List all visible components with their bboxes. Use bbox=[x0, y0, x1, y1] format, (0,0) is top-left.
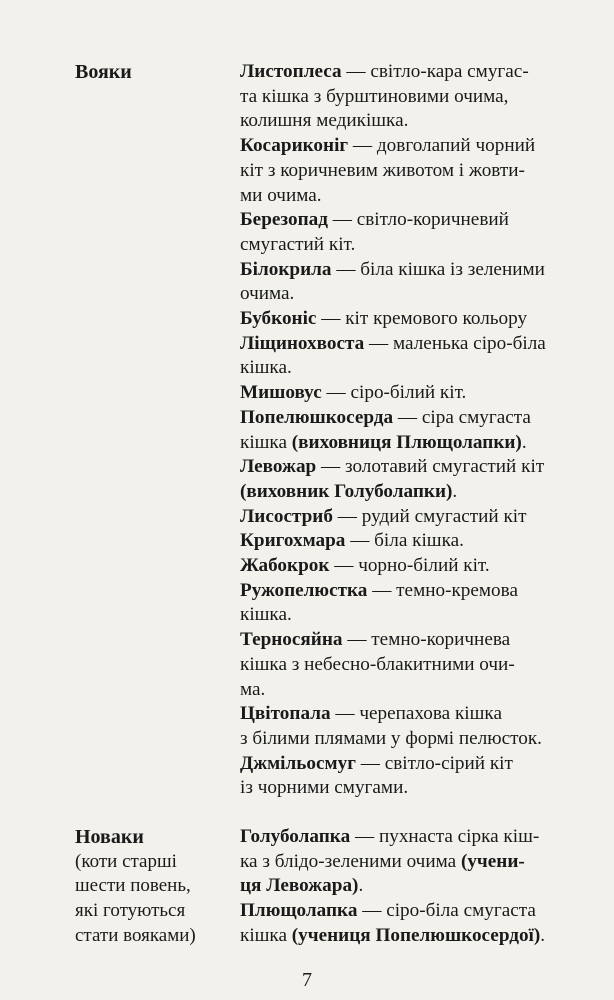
bold-text: Ліщинохвоста bbox=[240, 332, 365, 354]
entry-line bbox=[240, 776, 580, 801]
entry-line bbox=[240, 899, 580, 924]
text-run: — маленька сіро-біла bbox=[364, 332, 546, 354]
text-run: із чорними смугами. bbox=[240, 777, 409, 799]
entry-line bbox=[240, 924, 580, 949]
cat-entry bbox=[240, 406, 580, 455]
text-run: — сіро-біла смугаста bbox=[357, 900, 536, 922]
section-heading-column bbox=[75, 825, 235, 949]
cat-entry bbox=[240, 628, 580, 702]
text-run: . bbox=[452, 480, 458, 502]
section-note-line: стати вояками) bbox=[75, 924, 196, 946]
cat-entry bbox=[240, 208, 580, 257]
cat-entry bbox=[240, 752, 580, 801]
entries-list bbox=[240, 825, 580, 949]
bold-text: Ружопелюстка bbox=[240, 579, 368, 601]
cat-entry bbox=[240, 60, 580, 134]
text-run: ка з блідо-зеленими очима bbox=[240, 850, 461, 872]
page-number: 7 bbox=[302, 969, 312, 991]
entry-line bbox=[240, 258, 580, 283]
text-run: ма. bbox=[240, 678, 266, 700]
text-run: — темно-кремова bbox=[367, 579, 518, 601]
entry-line bbox=[240, 505, 580, 530]
entry-line bbox=[240, 579, 580, 604]
entry-line bbox=[240, 874, 580, 899]
section-note-line: які готуються bbox=[75, 900, 186, 922]
bold-text: Бубконіс bbox=[240, 308, 317, 330]
entry-line bbox=[240, 159, 580, 184]
section-heading: Новаки bbox=[75, 826, 144, 848]
entry-line bbox=[240, 381, 580, 406]
bold-text: Лисостриб bbox=[240, 505, 333, 527]
section-heading: Вояки bbox=[75, 61, 132, 83]
entry-line bbox=[240, 184, 580, 209]
bold-text: Цвітопала bbox=[240, 703, 331, 725]
text-run: . bbox=[358, 875, 364, 897]
cat-entry bbox=[240, 332, 580, 381]
entry-line bbox=[240, 603, 580, 628]
text-run: кіт з коричневим животом і жовти- bbox=[240, 159, 525, 181]
entry-line bbox=[240, 702, 580, 727]
text-run: . bbox=[521, 431, 527, 453]
bold-text: (учениця Попелюшкосердої) bbox=[291, 924, 541, 946]
bold-text: Кригохмара bbox=[240, 530, 346, 552]
entry-line bbox=[240, 752, 580, 777]
entry-line bbox=[240, 727, 580, 752]
text-run: смугастий кіт. bbox=[240, 233, 356, 255]
entry-line bbox=[240, 208, 580, 233]
bold-text: Голуболапка bbox=[240, 826, 351, 847]
cat-entry bbox=[240, 579, 580, 628]
entry-line bbox=[240, 60, 580, 85]
text-run: — біла кішка із зеленими bbox=[331, 258, 545, 280]
text-run: — черепахова кішка bbox=[330, 703, 502, 725]
text-run: . bbox=[540, 924, 546, 946]
entry-line bbox=[240, 628, 580, 653]
text-run: — сіра смугаста bbox=[393, 406, 531, 428]
bold-text: Мишовус bbox=[240, 382, 322, 404]
bold-text: Березопад bbox=[240, 209, 328, 231]
entry-line bbox=[240, 109, 580, 134]
bold-text: ця Левожара) bbox=[240, 875, 359, 897]
section-note-line: шести повень, bbox=[75, 875, 191, 897]
text-run: — сіро-білий кіт. bbox=[321, 382, 467, 404]
cat-entry bbox=[240, 505, 580, 530]
cat-entry bbox=[240, 702, 580, 751]
entry-line bbox=[240, 455, 580, 480]
bold-text: Білокрила bbox=[240, 258, 332, 280]
entries-list bbox=[240, 60, 580, 801]
entry-line bbox=[240, 653, 580, 678]
entry-line bbox=[240, 825, 580, 850]
text-run: кішка bbox=[240, 924, 292, 946]
bold-text: Терносяйна bbox=[240, 629, 343, 651]
entry-line bbox=[240, 850, 580, 875]
bold-text: Косариконіг bbox=[240, 135, 349, 157]
text-run: та кішка з бурштиновими очима, bbox=[240, 85, 509, 107]
text-run: — довголапий чорний bbox=[348, 135, 536, 157]
text-run: — рудий смугастий кіт bbox=[332, 505, 527, 527]
text-run: — кіт кремового кольору bbox=[316, 308, 528, 330]
text-run: ми очима. bbox=[240, 184, 322, 206]
text-run: — світло-сірий кіт bbox=[355, 752, 513, 774]
bold-text: Жабокрок bbox=[240, 555, 330, 577]
cat-entry bbox=[240, 825, 580, 899]
bold-text: (виховниця Плющолапки) bbox=[291, 431, 522, 453]
text-run: — біла кішка. bbox=[345, 530, 464, 552]
entry-line bbox=[240, 233, 580, 258]
bold-text: Плющолапка bbox=[240, 900, 358, 922]
text-run: — золотавий смугастий кіт bbox=[316, 456, 545, 478]
cat-entry bbox=[240, 529, 580, 554]
cat-entry bbox=[240, 899, 580, 948]
cat-entry bbox=[240, 307, 580, 332]
entry-line bbox=[240, 307, 580, 332]
text-run: очима. bbox=[240, 283, 295, 305]
cat-entry bbox=[240, 455, 580, 504]
bold-text: Попелюшкосерда bbox=[240, 406, 394, 428]
entry-line bbox=[240, 554, 580, 579]
entry-line bbox=[240, 431, 580, 456]
bold-text: (виховник Голуболапки) bbox=[240, 480, 453, 502]
bold-text: Листоплеса bbox=[240, 61, 342, 82]
cat-entry bbox=[240, 258, 580, 307]
entry-line bbox=[240, 356, 580, 381]
text-run: — світло-кара смугас- bbox=[341, 61, 529, 82]
entry-line bbox=[240, 678, 580, 703]
entry-line bbox=[240, 134, 580, 159]
bold-text: Джмільосмуг bbox=[240, 752, 356, 774]
text-run: колишня медикішка. bbox=[240, 110, 409, 132]
entry-line bbox=[240, 480, 580, 505]
entry-line bbox=[240, 529, 580, 554]
section-note-line: (коти старші bbox=[75, 850, 177, 872]
text-run: кішка bbox=[240, 431, 292, 453]
text-run: кішка з небесно-блакитними очи- bbox=[240, 653, 515, 675]
cat-entry bbox=[240, 554, 580, 579]
entry-line bbox=[240, 282, 580, 307]
cat-entry bbox=[240, 134, 580, 208]
bold-text: (учени- bbox=[460, 850, 525, 872]
text-run: з білими плямами у формі пелюсток. bbox=[240, 727, 542, 749]
entry-line bbox=[240, 332, 580, 357]
entry-line bbox=[240, 85, 580, 110]
text-run: — чорно-білий кіт. bbox=[329, 555, 490, 577]
entry-line bbox=[240, 406, 580, 431]
text-run: кішка. bbox=[240, 604, 292, 626]
cat-entry bbox=[240, 381, 580, 406]
text-run: — темно-коричнева bbox=[342, 629, 511, 651]
bold-text: Левожар bbox=[240, 456, 317, 478]
text-run: — пухнаста сірка кіш- bbox=[350, 826, 540, 847]
text-run: кішка. bbox=[240, 357, 292, 379]
section-heading-column bbox=[75, 60, 235, 85]
text-run: — світло-коричневий bbox=[327, 209, 509, 231]
